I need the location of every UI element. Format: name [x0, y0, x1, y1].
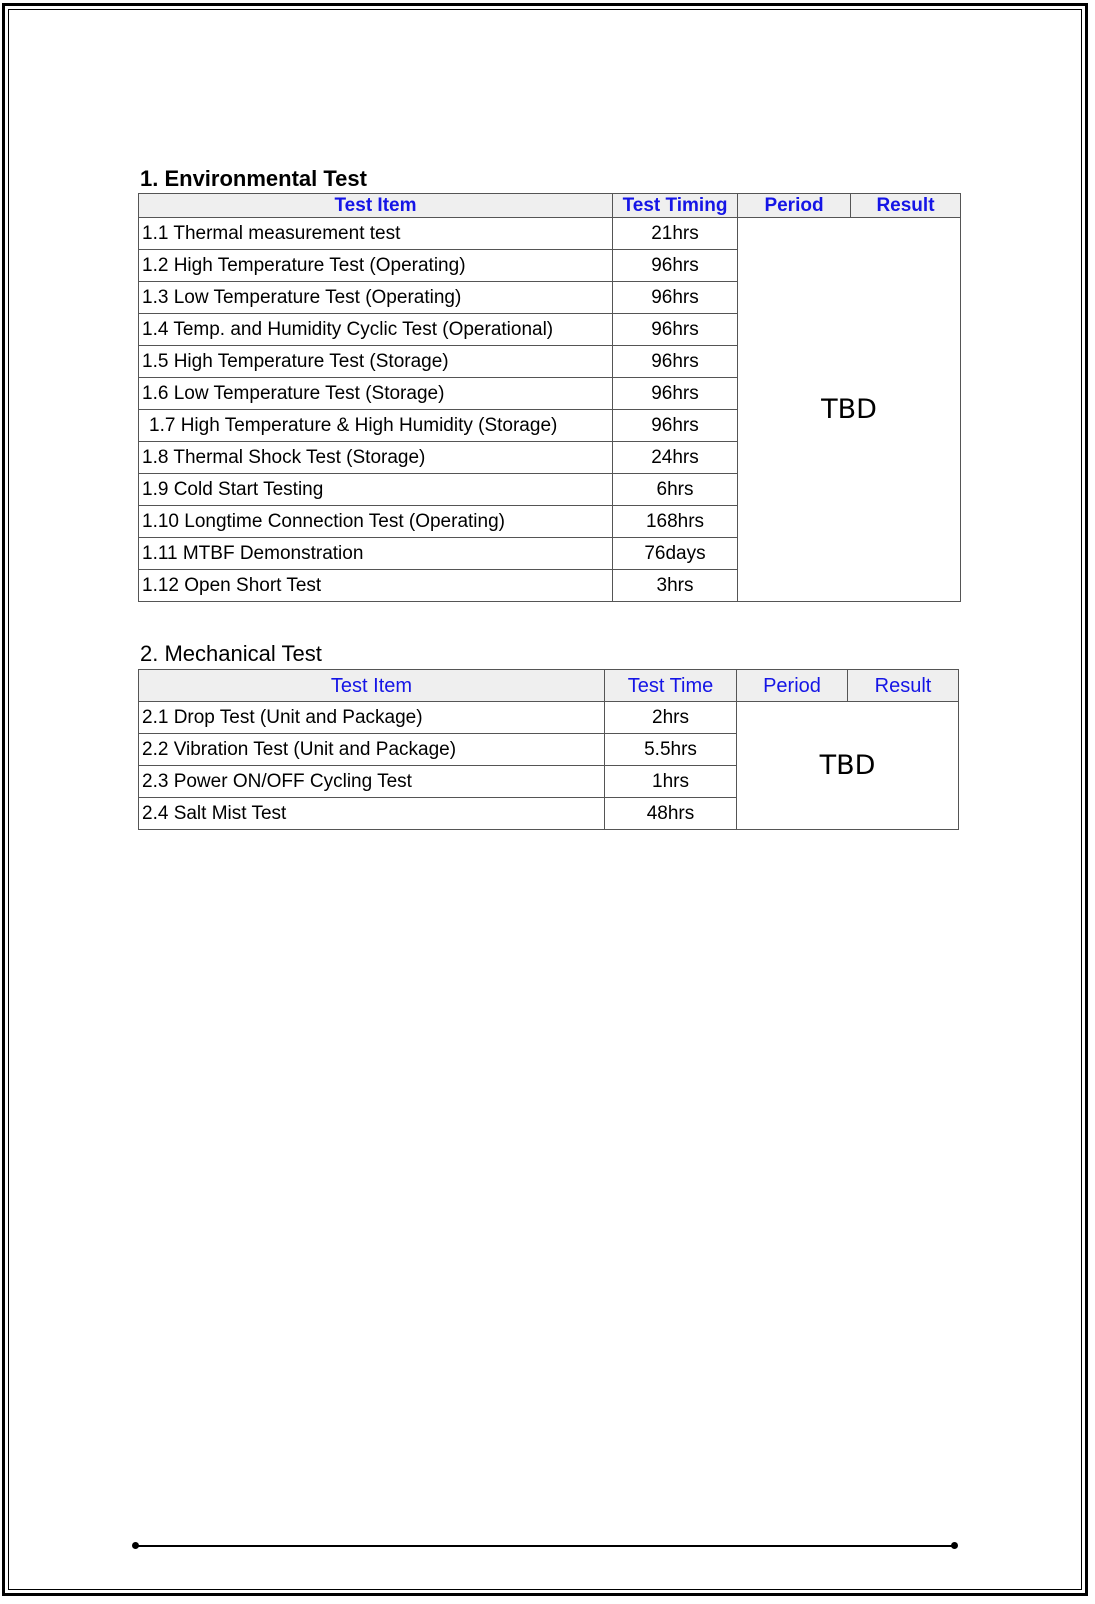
footer-rule [135, 1545, 955, 1547]
test-timing-cell: 96hrs [613, 282, 738, 314]
test-item-cell: 1.5 High Temperature Test (Storage) [139, 346, 613, 378]
test-timing-cell: 76days [613, 538, 738, 570]
test-item-cell: 1.10 Longtime Connection Test (Operating) [139, 506, 613, 538]
header-test-time: Test Time [605, 670, 737, 702]
test-timing-cell: 96hrs [613, 410, 738, 442]
mechanical-test-table [138, 669, 959, 830]
test-item-cell: 1.12 Open Short Test [139, 570, 613, 602]
test-item-cell: 2.2 Vibration Test (Unit and Package) [139, 734, 605, 766]
test-time-cell: 2hrs [605, 702, 737, 734]
header-period: Period [738, 194, 851, 218]
header-test-item: Test Item [139, 194, 613, 218]
test-timing-cell: 168hrs [613, 506, 738, 538]
period-result-tbd: TBD [738, 218, 961, 602]
test-item-cell: 1.11 MTBF Demonstration [139, 538, 613, 570]
test-timing-cell: 96hrs [613, 250, 738, 282]
test-item-cell: 2.3 Power ON/OFF Cycling Test [139, 766, 605, 798]
test-timing-cell: 96hrs [613, 314, 738, 346]
test-timing-cell: 96hrs [613, 378, 738, 410]
test-item-cell: 1.3 Low Temperature Test (Operating) [139, 282, 613, 314]
table-header-row [139, 670, 959, 702]
test-timing-cell: 6hrs [613, 474, 738, 506]
period-result-tbd: TBD [737, 702, 959, 830]
test-item-cell: 1.9 Cold Start Testing [139, 474, 613, 506]
mechanical-test-title: 2. Mechanical Test [140, 641, 322, 666]
test-item-cell: 1.1 Thermal measurement test [139, 218, 613, 250]
header-period: Period [737, 670, 848, 702]
test-time-cell: 1hrs [605, 766, 737, 798]
test-item-cell: 1.7 High Temperature & High Humidity (Storage) [139, 410, 613, 442]
header-result: Result [851, 194, 961, 218]
table-row [139, 702, 959, 734]
footer-rule-end-right [951, 1542, 958, 1549]
test-item-cell: 1.4 Temp. and Humidity Cyclic Test (Operational) [139, 314, 613, 346]
table-row [139, 218, 961, 250]
test-time-cell: 5.5hrs [605, 734, 737, 766]
test-time-cell: 48hrs [605, 798, 737, 830]
test-item-cell: 1.6 Low Temperature Test (Storage) [139, 378, 613, 410]
test-item-cell: 1.2 High Temperature Test (Operating) [139, 250, 613, 282]
test-timing-cell: 3hrs [613, 570, 738, 602]
header-result: Result [848, 670, 959, 702]
test-item-cell: 1.8 Thermal Shock Test (Storage) [139, 442, 613, 474]
test-timing-cell: 21hrs [613, 218, 738, 250]
test-timing-cell: 24hrs [613, 442, 738, 474]
header-test-item: Test Item [139, 670, 605, 702]
environmental-test-title: 1. Environmental Test [140, 166, 367, 191]
test-item-cell: 2.4 Salt Mist Test [139, 798, 605, 830]
test-timing-cell: 96hrs [613, 346, 738, 378]
header-test-timing: Test Timing [613, 194, 738, 218]
test-item-cell: 2.1 Drop Test (Unit and Package) [139, 702, 605, 734]
environmental-test-table [138, 193, 961, 602]
table-header-row [139, 194, 961, 218]
